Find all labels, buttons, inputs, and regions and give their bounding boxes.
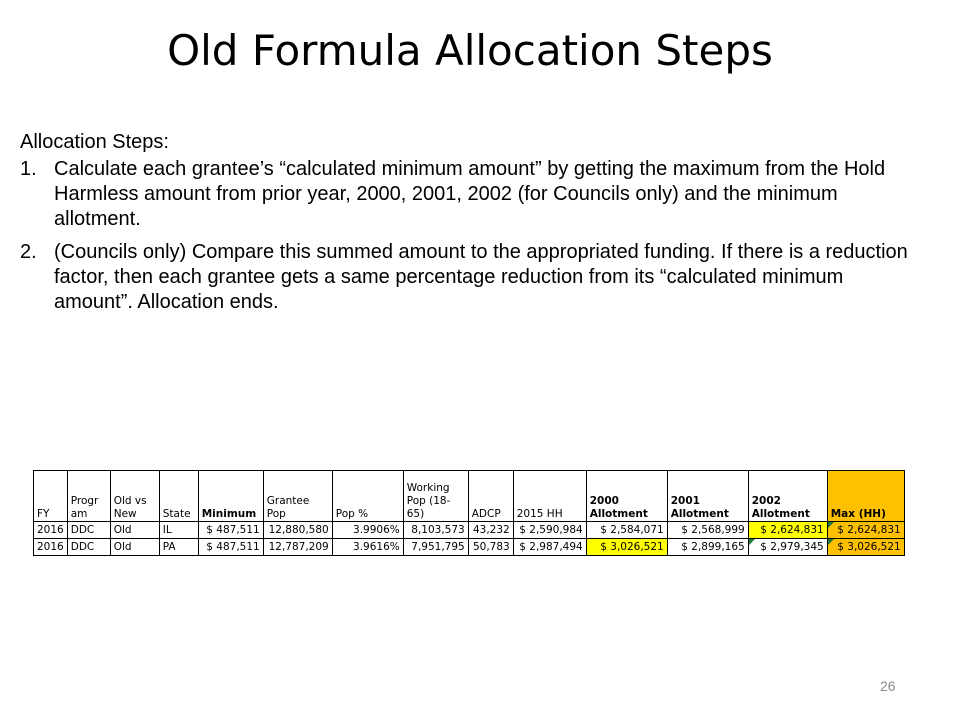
header-adcp: ADCP — [468, 471, 513, 522]
cell-old-vs-new: Old — [110, 539, 159, 556]
cell-working-pop: 8,103,573 — [403, 522, 468, 539]
cell-minimum: $ 487,511 — [198, 539, 263, 556]
cell-pop-pct: 3.9616% — [332, 539, 403, 556]
cell-old-vs-new: Old — [110, 522, 159, 539]
step-text: (Councils only) Compare this summed amount to the appropriated funding. If there is a reduction factor, then each grantee gets a same percentage reduction from its “calculated minimum amount”. Allocation ends. — [54, 241, 908, 313]
cell-minimum: $ 487,511 — [198, 522, 263, 539]
cell-max-hh: $ 2,624,831 — [827, 522, 904, 539]
table-header-row — [34, 471, 905, 522]
cell-fy: 2016 — [34, 522, 68, 539]
cell-2015-hh: $ 2,987,494 — [513, 539, 586, 556]
header-working-pop: Working Pop (18- 65) — [403, 471, 468, 522]
cell-fy: 2016 — [34, 539, 68, 556]
header-fy: FY — [34, 471, 68, 522]
header-max-hh: Max (HH) — [827, 471, 904, 522]
cell-2001-allotment: $ 2,899,165 — [667, 539, 748, 556]
header-grantee-pop: Grantee Pop — [263, 471, 332, 522]
cell-pop-pct: 3.9906% — [332, 522, 403, 539]
header-2002-allotment: 2002 Allotment — [748, 471, 827, 522]
cell-grantee-pop: 12,880,580 — [263, 522, 332, 539]
cell-adcp: 50,783 — [468, 539, 513, 556]
header-2001-allotment: 2001 Allotment — [667, 471, 748, 522]
header-2000-allotment: 2000 Allotment — [586, 471, 667, 522]
allocation-table — [33, 470, 905, 556]
cell-2002-allotment: $ 2,979,345 — [748, 539, 827, 556]
step-number: 1. — [20, 158, 37, 180]
step-item — [20, 240, 920, 315]
header-state: State — [159, 471, 198, 522]
cell-program: DDC — [67, 539, 110, 556]
header-program: Progr am — [67, 471, 110, 522]
cell-2000-allotment: $ 3,026,521 — [586, 539, 667, 556]
header-old-vs-new: Old vs New — [110, 471, 159, 522]
cell-grantee-pop: 12,787,209 — [263, 539, 332, 556]
cell-adcp: 43,232 — [468, 522, 513, 539]
step-item — [20, 157, 920, 232]
table-row — [34, 522, 905, 539]
step-text: Calculate each grantee’s “calculated minimum amount” by getting the maximum from the Hold Harmless amount from prior year, 2000, 2001, 2002 (for Councils only) and the minimum allotment. — [54, 158, 886, 230]
slide-title: Old Formula Allocation Steps — [167, 26, 773, 75]
header-minimum: Minimum — [198, 471, 263, 522]
table-row — [34, 539, 905, 556]
allocation-steps-text — [20, 130, 920, 323]
cell-max-hh: $ 3,026,521 — [827, 539, 904, 556]
steps-heading: Allocation Steps: — [20, 131, 169, 153]
cell-2001-allotment: $ 2,568,999 — [667, 522, 748, 539]
page-number: 26 — [880, 678, 896, 694]
cell-working-pop: 7,951,795 — [403, 539, 468, 556]
header-2015-hh: 2015 HH — [513, 471, 586, 522]
cell-2002-allotment: $ 2,624,831 — [748, 522, 827, 539]
header-pop-pct: Pop % — [332, 471, 403, 522]
cell-2015-hh: $ 2,590,984 — [513, 522, 586, 539]
cell-2000-allotment: $ 2,584,071 — [586, 522, 667, 539]
cell-state: PA — [159, 539, 198, 556]
step-number: 2. — [20, 241, 37, 263]
cell-program: DDC — [67, 522, 110, 539]
cell-state: IL — [159, 522, 198, 539]
